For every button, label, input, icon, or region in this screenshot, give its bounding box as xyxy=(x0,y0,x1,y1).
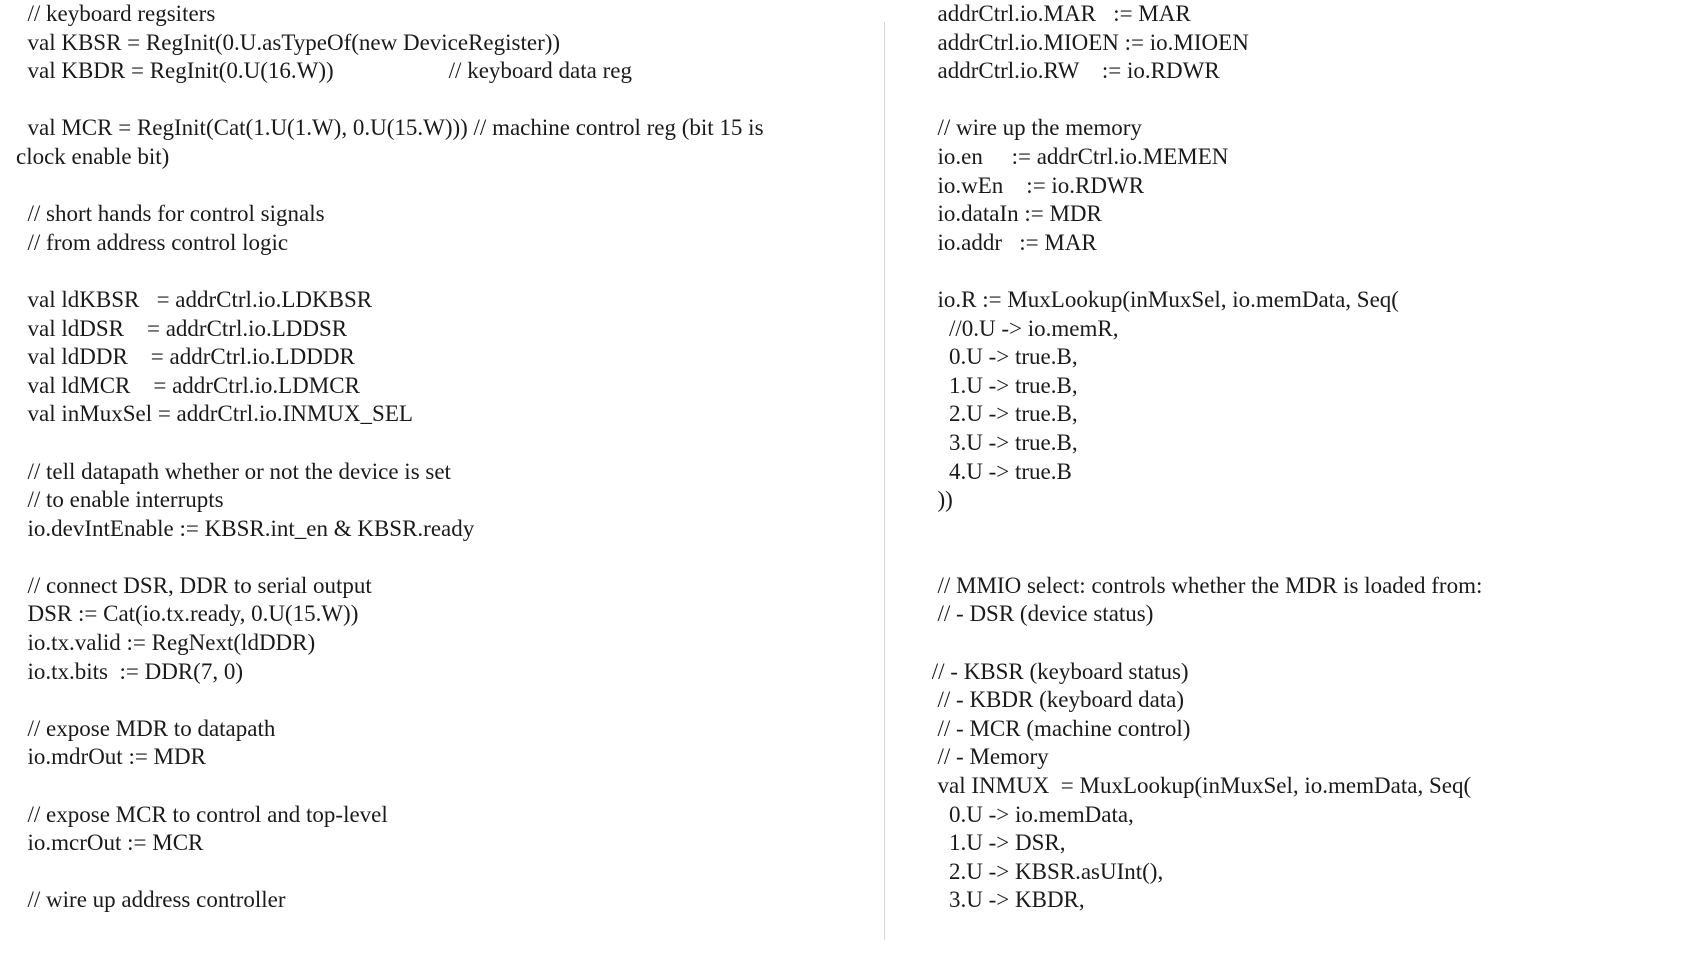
code-line: val KBDR = RegInit(0.U(16.W)) // keyboard data reg xyxy=(16,58,632,84)
code-line: io.tx.bits := DDR(7, 0) xyxy=(16,658,244,684)
code-line: io.R := MuxLookup(inMuxSel, io.memData, Seq( xyxy=(926,286,1399,312)
code-line: 4.U -> true.B xyxy=(926,458,1072,484)
code-line: io.en := addrCtrl.io.MEMEN xyxy=(926,143,1229,169)
blank-line xyxy=(16,429,876,458)
code-line: io.addr := MAR xyxy=(926,229,1097,255)
blank-line xyxy=(16,172,876,201)
code-line: val inMuxSel = addrCtrl.io.INMUX_SEL xyxy=(16,401,413,427)
blank-line xyxy=(926,257,1666,286)
code-line: DSR := Cat(io.tx.ready, 0.U(15.W)) xyxy=(16,601,359,627)
code-line: // short hands for control signals xyxy=(16,201,325,227)
code-line: 3.U -> KBDR, xyxy=(926,887,1085,913)
code-line: // wire up the memory xyxy=(926,115,1142,141)
code-line: 3.U -> true.B, xyxy=(926,429,1078,455)
code-line: io.dataIn := MDR xyxy=(926,201,1102,227)
code-line: //0.U -> io.memR, xyxy=(926,315,1119,341)
code-line: 2.U -> true.B, xyxy=(926,401,1078,427)
code-line: 0.U -> true.B, xyxy=(926,344,1078,370)
code-line: 1.U -> true.B, xyxy=(926,372,1078,398)
code-line: // - KBSR (keyboard status) xyxy=(926,658,1189,684)
code-line: )) xyxy=(926,487,953,513)
code-line: // - MCR (machine control) xyxy=(926,715,1191,741)
blank-line xyxy=(16,858,876,887)
code-line: // wire up address controller xyxy=(16,887,286,913)
left-code-column xyxy=(16,0,876,915)
blank-line xyxy=(926,543,1666,572)
blank-line xyxy=(16,686,876,715)
code-line: val ldDDR = addrCtrl.io.LDDDR xyxy=(16,344,355,370)
code-line: io.devIntEnable := KBSR.int_en & KBSR.ready xyxy=(16,515,475,541)
blank-line xyxy=(16,772,876,801)
code-line: val ldKBSR = addrCtrl.io.LDKBSR xyxy=(16,286,373,312)
blank-line xyxy=(926,629,1666,658)
code-line: io.tx.valid := RegNext(ldDDR) xyxy=(16,630,316,656)
code-line: 0.U -> io.memData, xyxy=(926,801,1134,827)
code-line: // to enable interrupts xyxy=(16,487,224,513)
code-line: // connect DSR, DDR to serial output xyxy=(16,572,372,598)
code-line: io.mdrOut := MDR xyxy=(16,744,206,770)
code-line: // MMIO select: controls whether the MDR is loaded from: xyxy=(926,572,1483,598)
code-line: clock enable bit) xyxy=(16,143,170,169)
code-line: // expose MDR to datapath xyxy=(16,715,276,741)
code-line: // tell datapath whether or not the device is set xyxy=(16,458,451,484)
code-line: io.wEn := io.RDWR xyxy=(926,172,1145,198)
code-line: addrCtrl.io.RW := io.RDWR xyxy=(926,58,1220,84)
blank-line xyxy=(16,543,876,572)
code-line: // keyboard regsiters xyxy=(16,1,216,26)
code-line: val ldMCR = addrCtrl.io.LDMCR xyxy=(16,372,360,398)
code-line: addrCtrl.io.MIOEN := io.MIOEN xyxy=(926,29,1249,55)
code-line: 1.U -> DSR, xyxy=(926,830,1066,856)
code-line: // from address control logic xyxy=(16,229,289,255)
code-line: val MCR = RegInit(Cat(1.U(1.W), 0.U(15.W))) // machine control reg (bit 15 is xyxy=(16,115,764,141)
code-line: addrCtrl.io.MAR := MAR xyxy=(926,1,1191,26)
code-line: // - DSR (device status) xyxy=(926,601,1154,627)
blank-line xyxy=(16,86,876,115)
right-code-column xyxy=(926,0,1666,915)
code-line: // - KBDR (keyboard data) xyxy=(926,687,1185,713)
blank-line xyxy=(926,515,1666,544)
blank-line xyxy=(926,86,1666,115)
code-line: val INMUX = MuxLookup(inMuxSel, io.memData, Seq( xyxy=(926,773,1472,799)
code-line: io.mcrOut := MCR xyxy=(16,830,204,856)
code-line: val KBSR = RegInit(0.U.asTypeOf(new DeviceRegister)) xyxy=(16,29,561,55)
code-line: // - Memory xyxy=(926,744,1049,770)
blank-line xyxy=(16,257,876,286)
code-line: val ldDSR = addrCtrl.io.LDDSR xyxy=(16,315,348,341)
code-line: 2.U -> KBSR.asUInt(), xyxy=(926,858,1164,884)
column-divider xyxy=(884,22,885,940)
code-line: // expose MCR to control and top-level xyxy=(16,801,388,827)
